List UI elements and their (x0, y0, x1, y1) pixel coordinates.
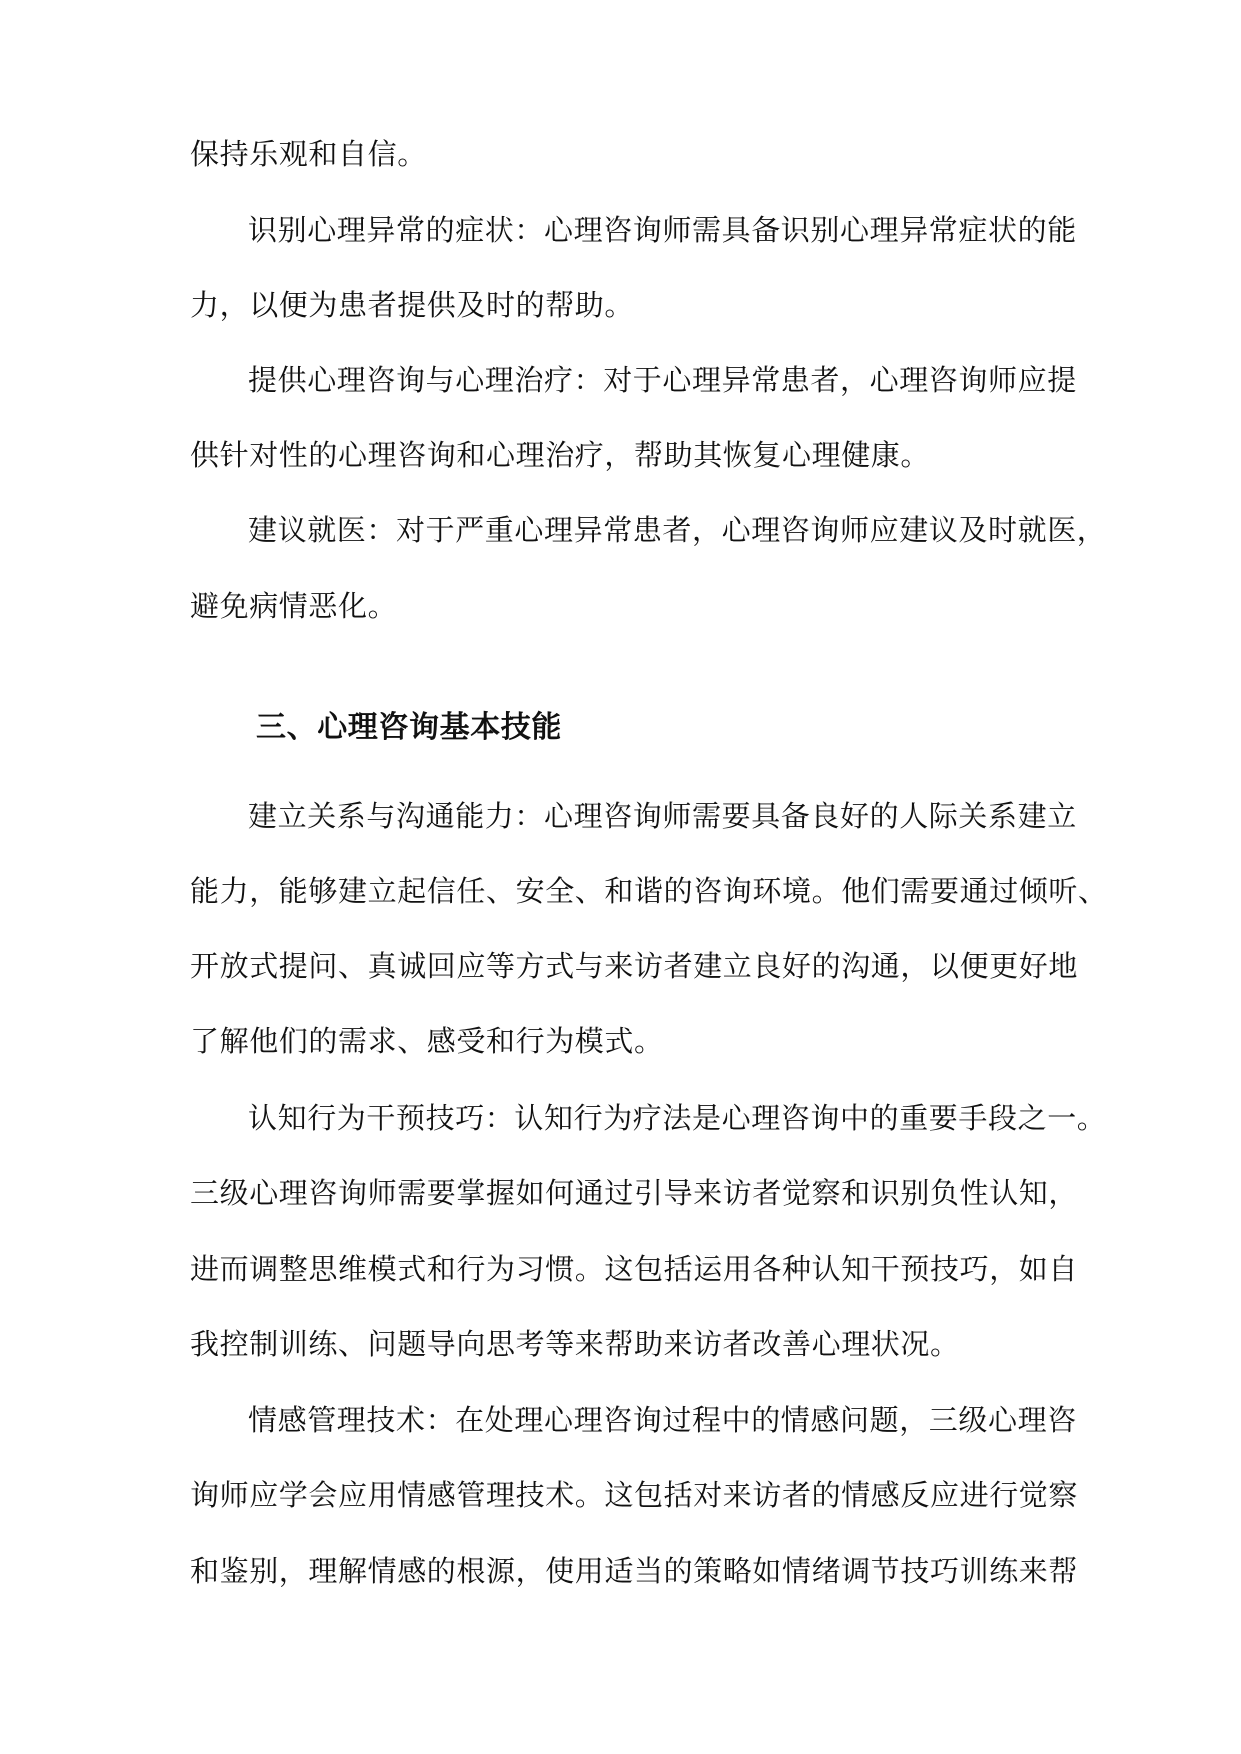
section-heading: 三、心理咨询基本技能 (256, 710, 562, 745)
text-line: 和鉴别，理解情感的根源，使用适当的策略如情绪调节技巧训练来帮 (190, 1554, 1079, 1588)
text-line: 避免病情恶化。 (190, 589, 398, 623)
text-line: 询师应学会应用情感管理技术。这包括对来访者的情感反应进行觉察 (190, 1478, 1079, 1512)
text-line: 识别心理异常的症状：心理咨询师需具备识别心理异常症状的能 (248, 213, 1077, 247)
text-line: 提供心理咨询与心理治疗：对于心理异常患者，心理咨询师应提 (248, 363, 1077, 397)
text-line: 我控制训练、问题导向思考等来帮助来访者改善心理状况。 (190, 1327, 960, 1361)
text-line: 保持乐观和自信。 (190, 137, 427, 171)
text-line: 三级心理咨询师需要掌握如何通过引导来访者觉察和识别负性认知， (190, 1176, 1079, 1210)
text-line: 情感管理技术：在处理心理咨询过程中的情感问题，三级心理咨 (248, 1403, 1077, 1437)
text-line: 力，以便为患者提供及时的帮助。 (190, 288, 635, 322)
text-line: 开放式提问、真诚回应等方式与来访者建立良好的沟通，以便更好地 (190, 949, 1079, 983)
text-line: 建立关系与沟通能力：心理咨询师需要具备良好的人际关系建立 (248, 799, 1077, 833)
text-line: 建议就医：对于严重心理异常患者，心理咨询师应建议及时就医， (248, 513, 1107, 547)
text-line: 认知行为干预技巧：认知行为疗法是心理咨询中的重要手段之一。 (248, 1101, 1107, 1135)
text-line: 供针对性的心理咨询和心理治疗，帮助其恢复心理健康。 (190, 438, 931, 472)
text-line: 能力，能够建立起信任、安全、和谐的咨询环境。他们需要通过倾听、 (190, 874, 1108, 908)
text-line: 了解他们的需求、感受和行为模式。 (190, 1024, 664, 1058)
text-line: 进而调整思维模式和行为习惯。这包括运用各种认知干预技巧，如自 (190, 1252, 1079, 1286)
